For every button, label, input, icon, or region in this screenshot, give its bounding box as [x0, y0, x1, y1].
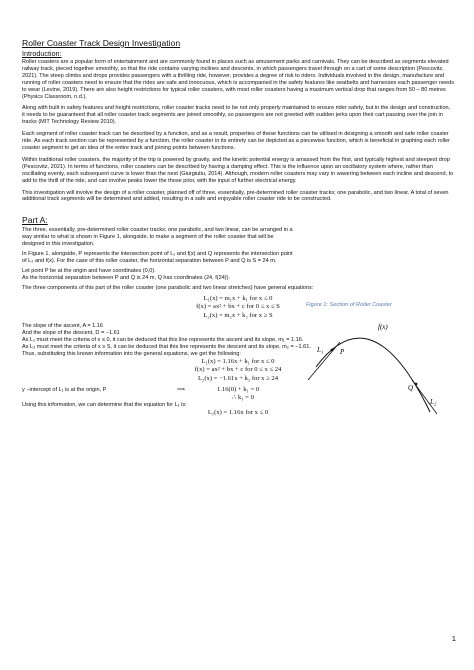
therefore-equation: ∴ k₁ = 0: [232, 393, 254, 401]
general-equation-l1: L₁(x) = m₁x + k₁ for x ≤ 0: [203, 294, 273, 302]
sub-equation-l2: L₂(x) = −1.61x + k₂ for x ≥ 24: [198, 375, 278, 383]
final-equation-l1: L₁(x) = 1.16x for x ≤ 0: [207, 409, 269, 417]
slope-ascent: The slope of the ascent, A = 1.16: [22, 323, 103, 330]
part-a-heading: Part A:: [22, 215, 48, 226]
part-a-intro: [22, 227, 297, 281]
intercept-equation: 1.16(0) + k₁ = 0: [217, 385, 260, 393]
paragraph-4: Within traditional roller coasters, the majority of the trip is powered by gravity, and the kinetic potential energy is amassed from the first, and typically highest and steepest drop (Pescovitz, 2021). In terms of functions, roller coasters can be described by having a damping effect. This is the influence upon an oscillatory system where, rather than oscillating evenly, each subsequent curve is lower than the next (Giurgiutiu, 2014). Although, modern roller coasters may vary in wavering between each incline and descend, to add to the thrill of the ride, and can involve peaks lower the those prior, with the input of further electrical energy.: [22, 156, 454, 184]
part-a-paragraph-3: Let point P be at the origin and have coordinates (0,0).: [22, 267, 156, 274]
using-info-text: Using this information, we can determine that the equation for L₁ is:: [22, 402, 187, 409]
point-p: [331, 349, 334, 352]
line-l1: [308, 342, 340, 380]
l2-criteria: As L₂ must meet the criteria of x ≥ S, it can be deduced that this line represents the descent and its slope, m₂ = −1.61.: [22, 344, 311, 351]
introduction-heading: Introduction:: [22, 49, 62, 58]
label-q: Q: [408, 384, 414, 392]
paragraph-5: This investigation will involve the design of a roller coaster, planned off of three, essentially, pre-determined roller coaster tracks; one parabolic, and two linear. A total of seven additional track segments will be determined and added, resulting in a safe and enjoyable roller coaster ride to be constructed.: [22, 189, 449, 203]
label-fx: f(x): [378, 323, 388, 331]
label-l1: L₁: [317, 346, 324, 354]
general-equation-l2: L₂(x) = m₂x + k₂ for x ≥ S: [203, 311, 273, 319]
sub-equation-l1: L₁(x) = 1.16x + k₁ for x ≤ 0: [201, 357, 275, 365]
slope-descent: And the slope of the descent, D = −1.61: [22, 330, 120, 337]
point-q: [415, 383, 418, 386]
intercept-label: y −intercept of L₁ is at the origin, P: [22, 386, 107, 393]
page-number: 1: [451, 634, 456, 643]
part-a-paragraph-5: The three components of this part of the roller coaster (one parabolic and two linear stretches) have general equations:: [22, 284, 314, 291]
document-title: Roller Coaster Track Design Investigation: [22, 38, 181, 48]
part-a-paragraph-2: In Figure 1, alongside, P represents the intersection point of L₁ and f(x) and Q represents the intersection point of L₂ and f(x). For the case of this roller coaster, the horizontal separation between P and Q is S = 24 m.: [22, 251, 293, 264]
implies-arrow: ⟹: [177, 386, 185, 393]
part-a-paragraph-1: The three, essentially, pre-determined roller coaster tracks; one parabolic, and two linear, can be arranged in a way similar to what is shown in Figure 1, alongside, to make a segment of the roller coaster that will be designed in this investigation.: [22, 227, 293, 248]
general-equation-f: f(x) = ax² + bx + c for 0 ≤ x ≤ S: [196, 303, 280, 311]
paragraph-1: Roller coasters are a popular form of entertainment and are commonly found in places such as amusement parks and carnivals. They can be described as segments elevated railway track, pieced together smoothly, so that the ride contains varying inclines and descents, in which passengers travel through on a cart of some description (Pescovitz, 2021). The steep climbs and drops provides passengers with a thrilling ride, however, provides a degree of risk to riders. Individuals involved in the design, manufacture and running of roller coasters need to ensure that the rides are safe and innocuous, which is accompanied in the safety features like seatbelts and harnesses each passenger needs to wear (Levine, 2019). There are also height restrictions for typical roller coasters, with most roller coasters having a maximum vertical drop that ranges from 50 – 80 metres (Physics Classroom, n.d.).: [22, 59, 454, 100]
paragraph-2: Along with built in safety features and height restrictions, roller coaster tracks need to be not only properly maintained to ensure rider safety, but in the design and construction, it needs to be guaranteed that all roller coaster track segments are joined smoothly, so passengers are not greeted with sudden jerks upon their cart passing over the join in tracks (MIT Technology Review 2010).: [22, 105, 451, 126]
part-a-paragraph-4: As the horizontal separation between P and Q is 24 m, Q has coordinates (24, f(24)).: [22, 274, 231, 281]
substituting-text: Thus, substituting this known information into the general equations, we get the following:: [22, 350, 241, 357]
figure-caption: Figure 1: Section of Roller Coaster: [306, 302, 392, 308]
label-p: P: [340, 348, 345, 356]
roller-coaster-figure: [300, 302, 440, 422]
paragraph-3: Each segment of roller coaster track can be described by a function, and as a result, properties of these functions can be utilised in designing a smooth and safe roller coaster ride. As each track section can be represented by a function, the roller coaster in its entirety can be depicted as a piecewise function, which is beneficial in graphing each roller coaster segment to get an idea of the entire track and joining points between functions.: [22, 131, 450, 151]
sub-equation-f: f(x) = ax² + bx + c for 0 ≤ x ≤ 24: [194, 366, 282, 374]
l1-criteria: As L₁ must meet the criteria of x ≤ 0, it can be deduced that this line represents the ascent and its slope, m₁ = 1.16.: [22, 337, 304, 344]
label-l2: L₂: [430, 398, 437, 406]
